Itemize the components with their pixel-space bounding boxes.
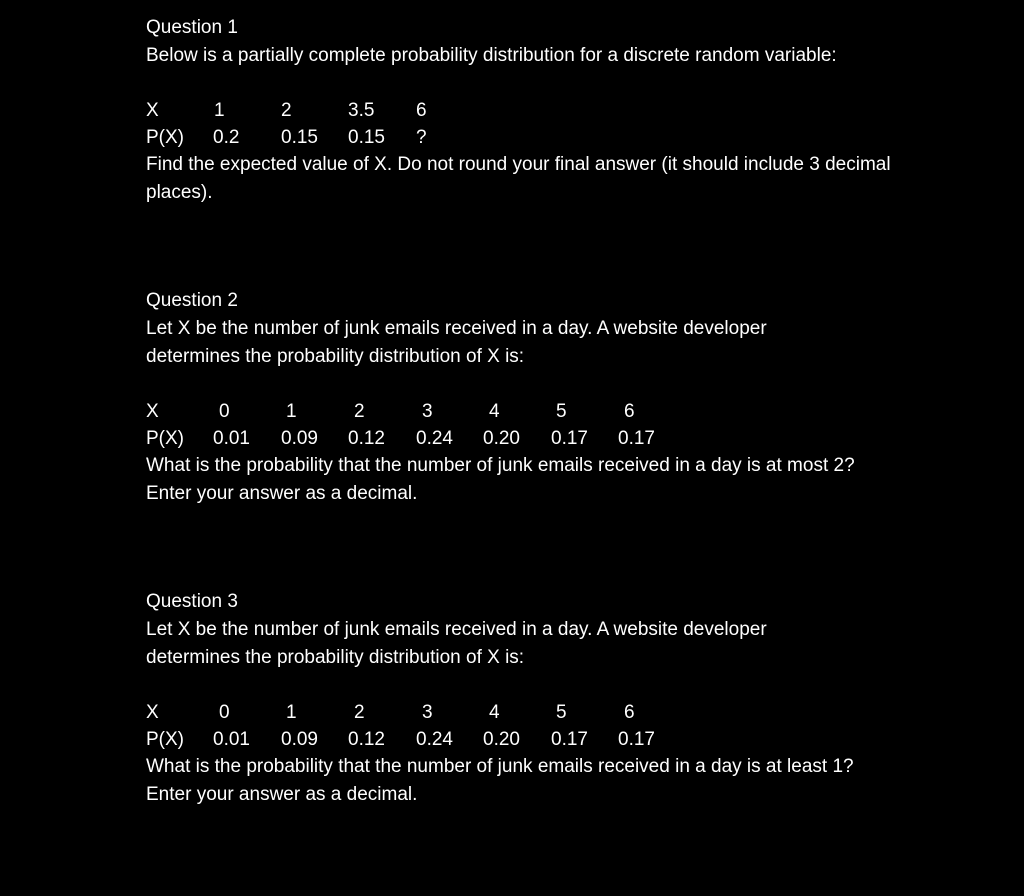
x-label: X <box>146 702 159 723</box>
x-value: 3 <box>422 401 433 422</box>
p-row <box>146 726 936 753</box>
x-value: 0 <box>219 702 230 723</box>
p-value: 0.15 <box>281 127 318 148</box>
question-heading: Question 2 <box>146 290 238 311</box>
p-value: 0.01 <box>213 729 250 750</box>
p-label: P(X) <box>146 127 184 148</box>
p-value: 0.09 <box>281 428 318 449</box>
p-label: P(X) <box>146 729 184 750</box>
x-value: 6 <box>624 401 635 422</box>
p-value: 0.20 <box>483 428 520 449</box>
x-value: 2 <box>354 702 365 723</box>
x-value: 1 <box>214 100 225 121</box>
p-row <box>146 425 936 452</box>
x-value: 2 <box>354 401 365 422</box>
x-value: 0 <box>219 401 230 422</box>
question-intro: Below is a partially complete probability distribution for a discrete random variable: <box>146 45 837 66</box>
question-intro: Let X be the number of junk emails received in a day. A website developer determines the probability distribution of X is: <box>146 318 767 367</box>
p-row <box>146 124 936 151</box>
x-value: 4 <box>489 401 500 422</box>
p-value: ? <box>416 127 427 148</box>
p-value: 0.17 <box>551 729 588 750</box>
p-value: 0.17 <box>551 428 588 449</box>
p-value: 0.15 <box>348 127 385 148</box>
question-prompt: Find the expected value of X. Do not round your final answer (it should include 3 decimal places). <box>146 154 891 203</box>
x-value: 3 <box>422 702 433 723</box>
question-2 <box>146 287 936 508</box>
question-prompt: What is the probability that the number of junk emails received in a day is at most 2? <box>146 455 855 476</box>
p-value: 0.24 <box>416 428 453 449</box>
x-label: X <box>146 100 159 121</box>
p-value: 0.2 <box>213 127 240 148</box>
x-label: X <box>146 401 159 422</box>
question-1 <box>146 14 936 207</box>
x-value: 5 <box>556 702 567 723</box>
x-value: 6 <box>624 702 635 723</box>
x-value: 6 <box>416 100 427 121</box>
question-prompt: What is the probability that the number of junk emails received in a day is at least 1? <box>146 756 854 777</box>
x-value: 3.5 <box>348 100 375 121</box>
p-value: 0.12 <box>348 428 385 449</box>
x-value: 4 <box>489 702 500 723</box>
x-value: 1 <box>286 401 297 422</box>
question-instruction: Enter your answer as a decimal. <box>146 483 418 504</box>
p-value: 0.12 <box>348 729 385 750</box>
p-value: 0.17 <box>618 428 655 449</box>
p-value: 0.01 <box>213 428 250 449</box>
question-heading: Question 3 <box>146 591 238 612</box>
x-row <box>146 699 936 726</box>
x-row <box>146 97 936 124</box>
x-value: 1 <box>286 702 297 723</box>
x-value: 5 <box>556 401 567 422</box>
p-value: 0.09 <box>281 729 318 750</box>
p-value: 0.17 <box>618 729 655 750</box>
x-row <box>146 398 936 425</box>
question-instruction: Enter your answer as a decimal. <box>146 784 418 805</box>
question-intro: Let X be the number of junk emails received in a day. A website developer determines the probability distribution of X is: <box>146 619 767 668</box>
p-label: P(X) <box>146 428 184 449</box>
question-heading: Question 1 <box>146 17 238 38</box>
x-value: 2 <box>281 100 292 121</box>
question-3 <box>146 588 936 809</box>
p-value: 0.20 <box>483 729 520 750</box>
p-value: 0.24 <box>416 729 453 750</box>
